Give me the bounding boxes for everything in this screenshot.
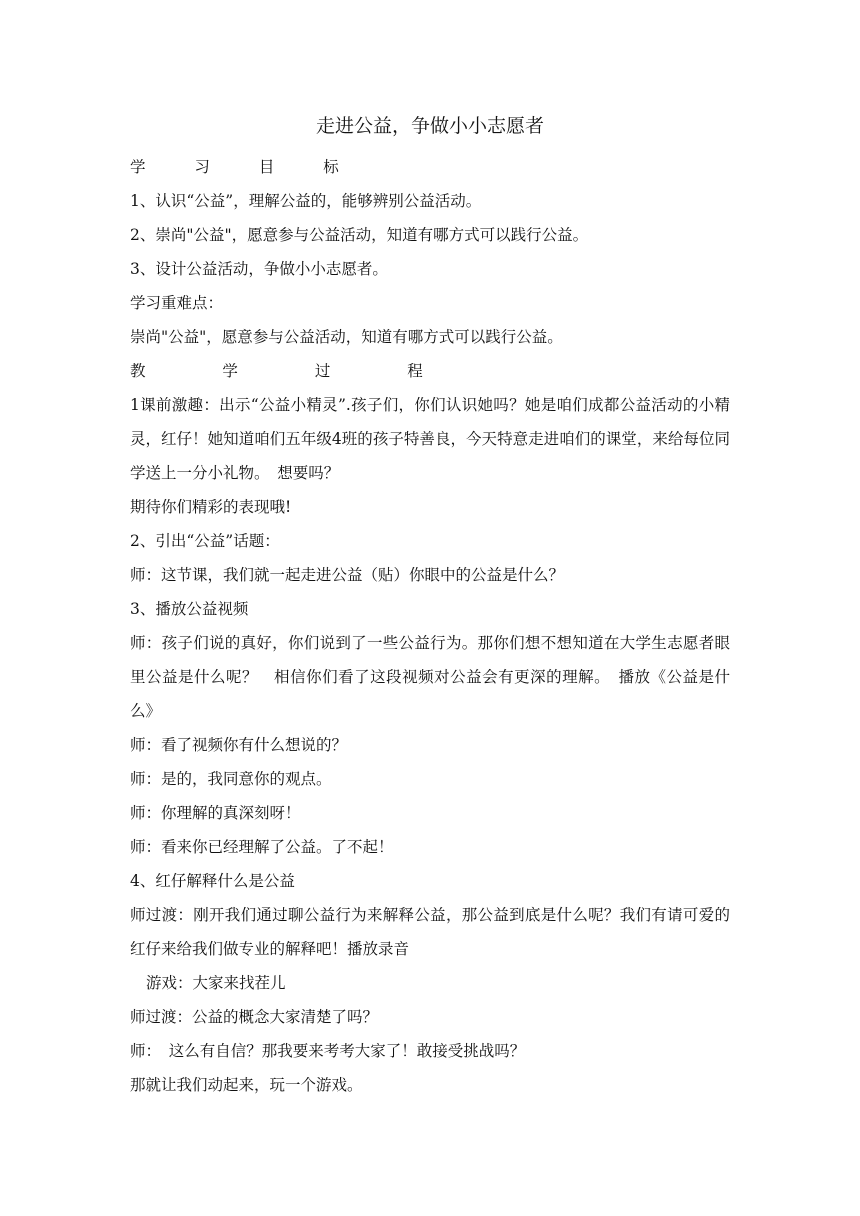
process-paragraph: 师过渡：公益的概念大家清楚了吗？	[130, 1008, 379, 1026]
process-paragraph: 1课前激趣：出示“公益小精灵”.孩子们，你们认识她吗？她是咱们成都公益活动的小精灵，红仔！她知道咱们五年级4班的孩子特善良，今天特意走进咱们的课堂，来给每位同学送上一分小礼物。 想要吗？	[130, 396, 730, 482]
keypoints-text: 崇尚"公益"，愿意参与公益活动，知道有哪方式可以践行公益。	[130, 328, 563, 346]
process-paragraph: 师过渡：刚开我们通过聊公益行为来解释公益，那公益到底是什么呢？我们有请可爱的红仔来给我们做专业的解释吧！播放录音	[130, 906, 730, 958]
process-paragraph: 期待你们精彩的表现哦!	[130, 498, 292, 516]
process-heading: 教 学 过 程	[130, 362, 459, 380]
objective-item: 2、崇尚"公益"，愿意参与公益活动，知道有哪方式可以践行公益。	[130, 226, 589, 244]
process-paragraph: 那就让我们动起来，玩一个游戏。	[130, 1076, 363, 1094]
process-paragraph: 4、红仔解释什么是公益	[130, 872, 295, 890]
process-paragraph: 师：看了视频你有什么想说的？	[130, 736, 348, 754]
process-paragraph: 师：是的，我同意你的观点。	[130, 770, 332, 788]
process-paragraph: 师：这节课，我们就一起走进公益（贴）你眼中的公益是什么？	[130, 566, 565, 584]
objective-item: 3、设计公益活动，争做小小志愿者。	[130, 260, 388, 278]
objective-item: 1、认识“公益”，理解公益的，能够辨别公益活动。	[130, 192, 482, 210]
process-paragraph: 2、引出“公益”话题：	[130, 532, 280, 550]
process-paragraph: 3、播放公益视频	[130, 600, 249, 618]
process-paragraph: 师：你理解的真深刻呀！	[130, 804, 301, 822]
objectives-heading: 学 习 目 标	[130, 158, 361, 176]
keypoints-heading: 学习重难点：	[130, 294, 224, 312]
process-paragraph: 游戏：大家来找茬儿	[146, 974, 286, 992]
process-paragraph: 师：孩子们说的真好，你们说到了一些公益行为。那你们想不想知道在大学生志愿者眼里公益是什么呢？ 相信你们看了这段视频对公益会有更深的理解。 播放《公益是什么》	[130, 634, 730, 720]
process-paragraph: 师： 这么有自信？那我要来考考大家了！敢接受挑战吗？	[130, 1042, 526, 1060]
document-title: 走进公益，争做小小志愿者	[315, 115, 544, 137]
process-paragraph: 师：看来你已经理解了公益。了不起！	[130, 838, 394, 856]
document-body	[130, 150, 730, 1102]
